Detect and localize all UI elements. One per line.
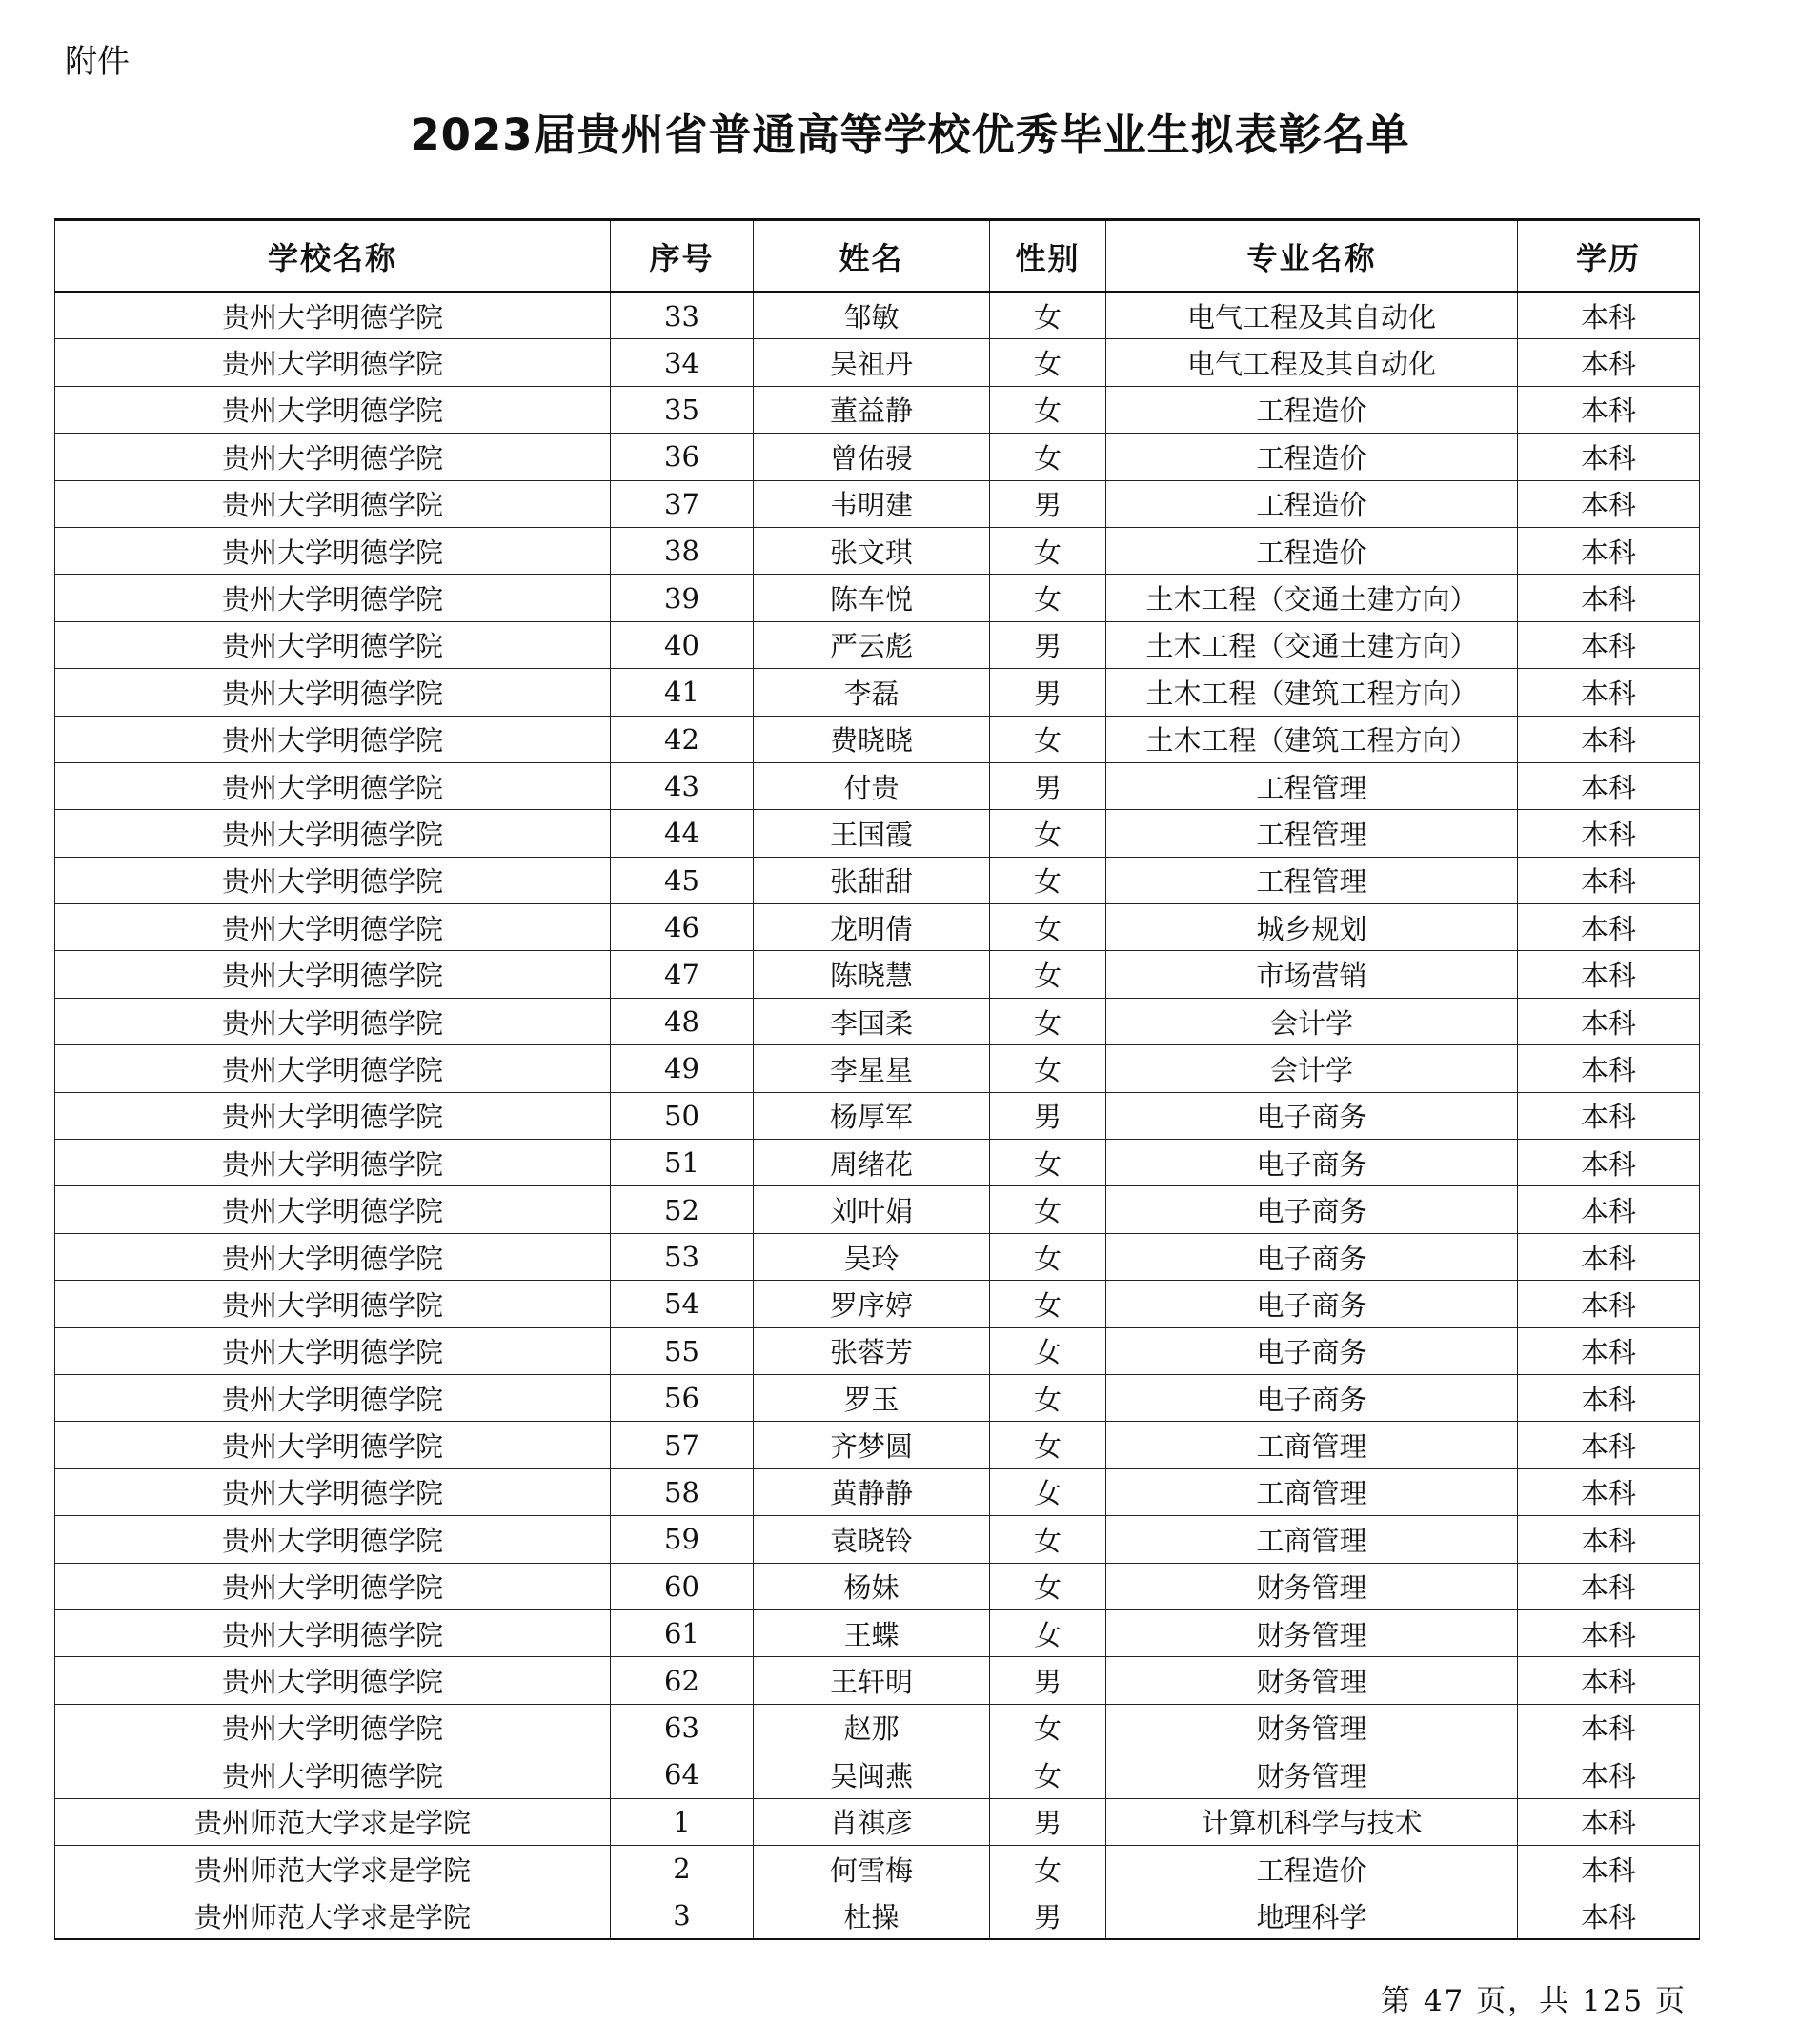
cell-gender: 女 [990,434,1106,480]
cell-school: 贵州大学明德学院 [55,621,611,668]
cell-gender: 女 [990,386,1106,433]
cell-degree: 本科 [1518,1140,1700,1186]
table-row [55,762,1700,809]
cell-major: 会计学 [1106,998,1518,1044]
table-row [55,1374,1700,1421]
cell-gender: 男 [990,621,1106,668]
cell-major: 工程造价 [1106,1845,1518,1892]
cell-name: 何雪梅 [754,1845,990,1892]
cell-index: 64 [611,1751,754,1798]
cell-gender: 女 [990,716,1106,762]
cell-degree: 本科 [1518,1422,1700,1468]
cell-gender: 女 [990,1186,1106,1233]
cell-gender: 女 [990,1374,1106,1421]
table-row [55,1609,1700,1656]
cell-index: 36 [611,434,754,480]
cell-degree: 本科 [1518,434,1700,480]
cell-index: 46 [611,904,754,951]
cell-major: 电子商务 [1106,1281,1518,1327]
cell-school: 贵州大学明德学院 [55,293,611,339]
cell-school: 贵州大学明德学院 [55,1609,611,1656]
cell-school: 贵州大学明德学院 [55,1045,611,1092]
table-row [55,386,1700,433]
table-row [55,527,1700,574]
cell-gender: 女 [990,951,1106,998]
cell-major: 土木工程（建筑工程方向） [1106,669,1518,716]
cell-index: 50 [611,1092,754,1139]
cell-degree: 本科 [1518,293,1700,339]
cell-gender: 女 [990,998,1106,1044]
cell-index: 62 [611,1657,754,1704]
cell-gender: 女 [990,1751,1106,1798]
table-row [55,1468,1700,1515]
cell-school: 贵州大学明德学院 [55,1374,611,1421]
table-row [55,1751,1700,1798]
cell-degree: 本科 [1518,1798,1700,1845]
cell-index: 55 [611,1327,754,1374]
graduates-table [54,218,1700,1940]
cell-index: 53 [611,1233,754,1280]
cell-degree: 本科 [1518,1657,1700,1704]
cell-name: 陈晓慧 [754,951,990,998]
cell-major: 地理科学 [1106,1892,1518,1939]
cell-school: 贵州大学明德学院 [55,998,611,1044]
cell-school: 贵州大学明德学院 [55,339,611,386]
table-row [55,1327,1700,1374]
table-row [55,293,1700,339]
cell-index: 39 [611,575,754,621]
table-row [55,669,1700,716]
cell-school: 贵州大学明德学院 [55,1422,611,1468]
cell-degree: 本科 [1518,1092,1700,1139]
cell-major: 计算机科学与技术 [1106,1798,1518,1845]
cell-degree: 本科 [1518,1233,1700,1280]
cell-school: 贵州大学明德学院 [55,480,611,527]
cell-degree: 本科 [1518,857,1700,903]
cell-index: 56 [611,1374,754,1421]
cell-school: 贵州大学明德学院 [55,527,611,574]
cell-name: 罗玉 [754,1374,990,1421]
cell-school: 贵州大学明德学院 [55,904,611,951]
cell-name: 杜操 [754,1892,990,1939]
table-row [55,1186,1700,1233]
cell-degree: 本科 [1518,998,1700,1044]
cell-major: 会计学 [1106,1045,1518,1092]
cell-gender: 女 [990,1609,1106,1656]
table-row [55,1045,1700,1092]
cell-name: 张文琪 [754,527,990,574]
cell-gender: 女 [990,1516,1106,1563]
cell-degree: 本科 [1518,527,1700,574]
cell-name: 杨厚军 [754,1092,990,1139]
table-row [55,1845,1700,1892]
cell-major: 土木工程（交通土建方向） [1106,621,1518,668]
cell-gender: 女 [990,1563,1106,1609]
cell-degree: 本科 [1518,669,1700,716]
cell-index: 45 [611,857,754,903]
cell-school: 贵州大学明德学院 [55,1140,611,1186]
cell-name: 董益静 [754,386,990,433]
cell-degree: 本科 [1518,1374,1700,1421]
cell-major: 电子商务 [1106,1186,1518,1233]
cell-name: 韦明建 [754,480,990,527]
table-row [55,1704,1700,1751]
cell-gender: 男 [990,1092,1106,1139]
cell-school: 贵州大学明德学院 [55,762,611,809]
cell-major: 工程造价 [1106,434,1518,480]
table-header [55,220,1700,293]
cell-name: 严云彪 [754,621,990,668]
page-number: 第 47 页，共 125 页 [1380,1984,1687,2018]
cell-degree: 本科 [1518,1563,1700,1609]
cell-index: 60 [611,1563,754,1609]
cell-name: 龙明倩 [754,904,990,951]
cell-major: 财务管理 [1106,1751,1518,1798]
table-row [55,810,1700,857]
cell-gender: 女 [990,575,1106,621]
cell-gender: 女 [990,1327,1106,1374]
cell-gender: 男 [990,480,1106,527]
header-name: 姓名 [754,220,990,293]
cell-gender: 女 [990,527,1106,574]
cell-name: 曾佑骎 [754,434,990,480]
cell-school: 贵州大学明德学院 [55,1704,611,1751]
cell-index: 37 [611,480,754,527]
table-row [55,1140,1700,1186]
table-row [55,904,1700,951]
cell-major: 工程管理 [1106,762,1518,809]
table-row [55,716,1700,762]
cell-degree: 本科 [1518,1751,1700,1798]
cell-major: 电子商务 [1106,1327,1518,1374]
cell-index: 33 [611,293,754,339]
cell-index: 43 [611,762,754,809]
cell-name: 刘叶娟 [754,1186,990,1233]
cell-name: 付贵 [754,762,990,809]
table-row [55,1422,1700,1468]
cell-degree: 本科 [1518,716,1700,762]
cell-index: 57 [611,1422,754,1468]
cell-major: 土木工程（交通土建方向） [1106,575,1518,621]
cell-school: 贵州大学明德学院 [55,857,611,903]
cell-gender: 女 [990,1281,1106,1327]
cell-major: 工程造价 [1106,527,1518,574]
cell-name: 邹敏 [754,293,990,339]
cell-major: 财务管理 [1106,1657,1518,1704]
cell-degree: 本科 [1518,386,1700,433]
cell-gender: 女 [990,904,1106,951]
cell-major: 市场营销 [1106,951,1518,998]
cell-name: 吴玲 [754,1233,990,1280]
cell-degree: 本科 [1518,339,1700,386]
cell-degree: 本科 [1518,1892,1700,1939]
cell-name: 李磊 [754,669,990,716]
cell-name: 杨妹 [754,1563,990,1609]
cell-index: 52 [611,1186,754,1233]
cell-gender: 女 [990,1140,1106,1186]
cell-name: 罗序婷 [754,1281,990,1327]
cell-index: 3 [611,1892,754,1939]
cell-degree: 本科 [1518,621,1700,668]
cell-major: 财务管理 [1106,1563,1518,1609]
cell-degree: 本科 [1518,480,1700,527]
table-row [55,480,1700,527]
table-body [55,293,1700,1940]
cell-index: 58 [611,1468,754,1515]
header-index: 序号 [611,220,754,293]
cell-gender: 男 [990,1892,1106,1939]
cell-degree: 本科 [1518,1186,1700,1233]
cell-index: 41 [611,669,754,716]
table-row [55,1892,1700,1939]
cell-major: 电气工程及其自动化 [1106,293,1518,339]
cell-gender: 女 [990,1845,1106,1892]
cell-index: 35 [611,386,754,433]
header-major: 专业名称 [1106,220,1518,293]
cell-school: 贵州大学明德学院 [55,1092,611,1139]
header-degree: 学历 [1518,220,1700,293]
cell-school: 贵州大学明德学院 [55,669,611,716]
cell-index: 47 [611,951,754,998]
table-row [55,1798,1700,1845]
cell-major: 工程管理 [1106,857,1518,903]
cell-index: 54 [611,1281,754,1327]
cell-degree: 本科 [1518,1468,1700,1515]
cell-school: 贵州大学明德学院 [55,1186,611,1233]
cell-major: 电子商务 [1106,1374,1518,1421]
cell-index: 51 [611,1140,754,1186]
cell-index: 1 [611,1798,754,1845]
cell-school: 贵州大学明德学院 [55,386,611,433]
cell-name: 吴闽燕 [754,1751,990,1798]
cell-name: 周绪花 [754,1140,990,1186]
cell-major: 土木工程（建筑工程方向） [1106,716,1518,762]
cell-school: 贵州师范大学求是学院 [55,1845,611,1892]
cell-name: 张甜甜 [754,857,990,903]
cell-major: 电气工程及其自动化 [1106,339,1518,386]
cell-name: 肖祺彦 [754,1798,990,1845]
cell-school: 贵州大学明德学院 [55,951,611,998]
cell-name: 吴祖丹 [754,339,990,386]
cell-school: 贵州大学明德学院 [55,434,611,480]
cell-gender: 女 [990,810,1106,857]
cell-index: 44 [611,810,754,857]
cell-school: 贵州大学明德学院 [55,1516,611,1563]
cell-major: 电子商务 [1106,1233,1518,1280]
cell-name: 王蝶 [754,1609,990,1656]
cell-name: 费晓晓 [754,716,990,762]
header-gender: 性别 [990,220,1106,293]
cell-school: 贵州大学明德学院 [55,1657,611,1704]
cell-school: 贵州大学明德学院 [55,716,611,762]
table-row [55,857,1700,903]
table-row [55,1516,1700,1563]
cell-major: 电子商务 [1106,1092,1518,1139]
cell-major: 工程造价 [1106,480,1518,527]
cell-school: 贵州大学明德学院 [55,1468,611,1515]
cell-major: 工商管理 [1106,1468,1518,1515]
table-row [55,1281,1700,1327]
cell-name: 袁晓铃 [754,1516,990,1563]
table-row [55,1233,1700,1280]
document-title: 2023届贵州省普通高等学校优秀毕业生拟表彰名单 [410,110,1410,160]
cell-gender: 男 [990,669,1106,716]
cell-major: 工程管理 [1106,810,1518,857]
cell-gender: 女 [990,293,1106,339]
cell-index: 38 [611,527,754,574]
cell-gender: 女 [990,1704,1106,1751]
table-row [55,1563,1700,1609]
cell-index: 61 [611,1609,754,1656]
cell-index: 34 [611,339,754,386]
table-row [55,434,1700,480]
cell-major: 城乡规划 [1106,904,1518,951]
cell-name: 黄静静 [754,1468,990,1515]
cell-gender: 女 [990,857,1106,903]
cell-degree: 本科 [1518,1609,1700,1656]
cell-degree: 本科 [1518,951,1700,998]
cell-name: 王国霞 [754,810,990,857]
cell-gender: 女 [990,1422,1106,1468]
cell-name: 李星星 [754,1045,990,1092]
cell-name: 赵那 [754,1704,990,1751]
cell-index: 48 [611,998,754,1044]
cell-school: 贵州大学明德学院 [55,575,611,621]
cell-gender: 女 [990,1233,1106,1280]
attachment-label: 附件 [65,43,130,81]
table-row [55,998,1700,1044]
cell-index: 59 [611,1516,754,1563]
table-row [55,575,1700,621]
header-school: 学校名称 [55,220,611,293]
cell-gender: 女 [990,339,1106,386]
cell-school: 贵州大学明德学院 [55,1563,611,1609]
cell-major: 财务管理 [1106,1609,1518,1656]
cell-major: 工商管理 [1106,1516,1518,1563]
cell-degree: 本科 [1518,810,1700,857]
cell-major: 电子商务 [1106,1140,1518,1186]
cell-major: 工程造价 [1106,386,1518,433]
header-row [55,220,1700,293]
table-row [55,621,1700,668]
cell-school: 贵州大学明德学院 [55,1281,611,1327]
cell-major: 财务管理 [1106,1704,1518,1751]
cell-index: 42 [611,716,754,762]
table-row [55,1092,1700,1139]
cell-index: 40 [611,621,754,668]
cell-degree: 本科 [1518,1327,1700,1374]
cell-degree: 本科 [1518,762,1700,809]
cell-school: 贵州大学明德学院 [55,1327,611,1374]
cell-gender: 男 [990,762,1106,809]
cell-gender: 男 [990,1657,1106,1704]
cell-degree: 本科 [1518,1516,1700,1563]
cell-major: 工商管理 [1106,1422,1518,1468]
cell-name: 王轩明 [754,1657,990,1704]
cell-degree: 本科 [1518,1704,1700,1751]
cell-degree: 本科 [1518,904,1700,951]
cell-gender: 女 [990,1468,1106,1515]
cell-school: 贵州大学明德学院 [55,1751,611,1798]
cell-school: 贵州师范大学求是学院 [55,1892,611,1939]
cell-school: 贵州师范大学求是学院 [55,1798,611,1845]
cell-name: 陈车悦 [754,575,990,621]
cell-name: 齐梦圆 [754,1422,990,1468]
table-row [55,951,1700,998]
cell-degree: 本科 [1518,1281,1700,1327]
cell-school: 贵州大学明德学院 [55,1233,611,1280]
cell-index: 49 [611,1045,754,1092]
cell-gender: 男 [990,1798,1106,1845]
cell-index: 63 [611,1704,754,1751]
cell-degree: 本科 [1518,1845,1700,1892]
cell-school: 贵州大学明德学院 [55,810,611,857]
cell-degree: 本科 [1518,575,1700,621]
cell-degree: 本科 [1518,1045,1700,1092]
cell-name: 李国柔 [754,998,990,1044]
table-row [55,339,1700,386]
cell-name: 张蓉芳 [754,1327,990,1374]
table-row [55,1657,1700,1704]
cell-gender: 女 [990,1045,1106,1092]
cell-index: 2 [611,1845,754,1892]
